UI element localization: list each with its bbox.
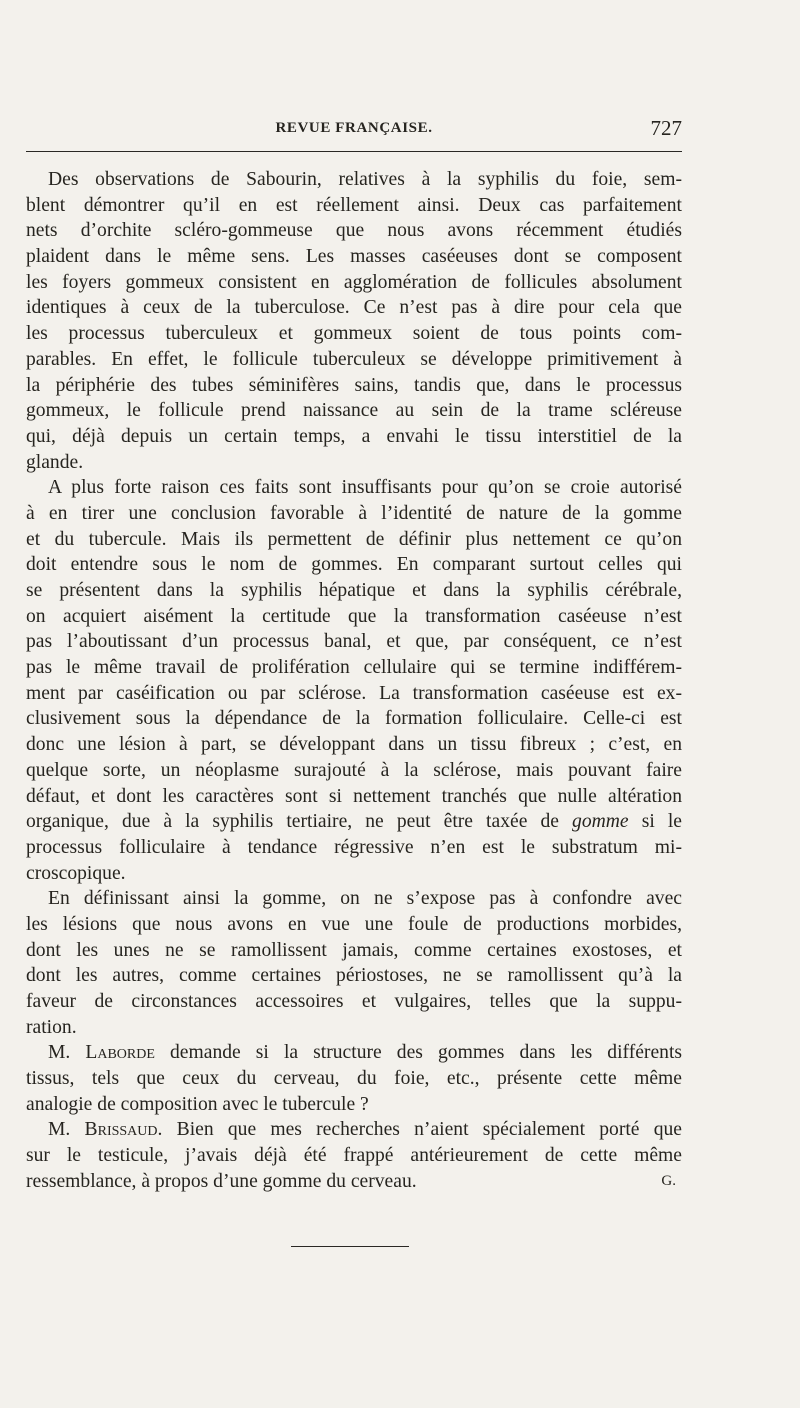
speaker-name: M. Brissaud.	[48, 1119, 163, 1141]
paragraph	[26, 886, 682, 1040]
article-body	[26, 167, 682, 1195]
text-line: faveur de circonstances accessoires et vulgaires, telles que la suppu-	[26, 991, 682, 1012]
text-line: plaident dans le même sens. Les masses caséeuses dont se composent	[26, 246, 682, 268]
text-line: ration.	[26, 1016, 77, 1038]
text-line: les processus tuberculeux et gommeux soient de tous points com-	[26, 323, 682, 345]
text-line: les foyers gommeux consistent en agglomération de follicules absolument	[26, 271, 682, 293]
italic-term: gomme	[572, 811, 629, 833]
header-rule	[26, 151, 682, 152]
text-line: blent démontrer qu’il en est réellement ainsi. Deux cas parfaitement	[26, 194, 682, 216]
text-line: En définissant ainsi la gomme, on ne s’expose pas à confondre avec	[48, 888, 682, 910]
text-line: organique, due à la syphilis tertiaire, ne peut être taxée de gomme si le	[26, 811, 682, 833]
text-line: ment par caséification ou par sclérose. La transformation caséeuse est ex-	[26, 682, 682, 704]
paragraph	[26, 1117, 682, 1194]
text-line	[26, 1169, 682, 1195]
text-line: et du tubercule. Mais ils permettent de définir plus nettement ce qu’on	[26, 528, 682, 550]
text-line: parables. En effet, le follicule tuberculeux se développe primitivement à	[26, 348, 682, 370]
text-line: gommeux, le follicule prend naissance au sein de la trame scléreuse	[26, 400, 682, 422]
text-line: défaut, et dont les caractères sont si nettement tranchés que nulle altération	[26, 785, 682, 807]
text-line: tissus, tels que ceux du cerveau, du foie, etc., présente cette même	[26, 1068, 682, 1090]
text-line: se présentent dans la syphilis hépatique et dans la syphilis cérébrale,	[26, 580, 682, 601]
speaker-name: M. Laborde	[48, 1042, 155, 1064]
text-line: donc une lésion à part, se développant dans un tissu fibreux ; c’est, en	[26, 734, 682, 756]
text-line: pas le même travail de prolifération cellulaire qui se termine indifférem-	[26, 657, 682, 679]
text-line: processus folliculaire à tendance régressive n’en est le substratum mi-	[26, 836, 682, 858]
text-line: clusivement sous la dépendance de la formation folliculaire. Celle-ci est	[26, 708, 682, 730]
author-signature: G.	[661, 1172, 676, 1189]
text-line: pas l’aboutissant d’un processus banal, et que, par conséquent, ce n’est	[26, 631, 682, 653]
text-line	[26, 1040, 682, 1066]
text-line: croscopique.	[26, 862, 126, 884]
running-head	[26, 116, 682, 142]
end-rule	[291, 1246, 409, 1247]
text-line: qui, déjà depuis un certain temps, a envahi le tissu interstitiel de la	[26, 425, 682, 447]
text-line: dont les autres, comme certaines périostoses, ne se ramollissent qu’à la	[26, 965, 682, 987]
text-span: demande si la structure des gommes dans les différents	[154, 1042, 682, 1064]
text-line: sur le testicule, j’avais déjà été frappé antérieurement de cette même	[26, 1145, 682, 1167]
text-line: à en tirer une conclusion favorable à l’identité de nature de la gomme	[26, 502, 682, 524]
text-line: Des observations de Sabourin, relatives à la syphilis du foie, sem-	[48, 169, 682, 190]
text-line: analogie de composition avec le tubercule ?	[26, 1093, 369, 1115]
paragraph	[26, 1040, 682, 1117]
text-span: Bien que mes recherches n’aient spécialement porté que	[162, 1119, 682, 1141]
text-line: on acquiert aisément la certitude que la transformation caséeuse n’est	[26, 605, 682, 627]
text-line: quelque sorte, un néoplasme surajouté à la sclérose, mais pouvant faire	[26, 759, 682, 781]
text-line: dont les unes ne se ramollissent jamais, comme certaines exostoses, et	[26, 939, 682, 961]
text-line: la périphérie des tubes séminifères sains, tandis que, dans le processus	[26, 374, 682, 396]
paragraph	[26, 475, 682, 886]
text-line: identiques à ceux de la tuberculose. Ce n’est pas à dire pour cela que	[26, 297, 682, 319]
text-line	[26, 1117, 682, 1143]
paragraph	[26, 167, 682, 475]
text-line: A plus forte raison ces faits sont insuffisants pour qu’on se croie autorisé	[48, 477, 682, 499]
journal-title: REVUE FRANÇAISE.	[275, 120, 433, 136]
text-line: glande.	[26, 451, 84, 473]
text-line: les lésions que nous avons en vue une foule de productions morbides,	[26, 913, 682, 935]
text-span: ressemblance, à propos d’une gomme du cerveau.	[26, 1170, 417, 1192]
text-line: doit entendre sous le nom de gommes. En comparant surtout celles qui	[26, 554, 682, 576]
text-line: nets d’orchite scléro-gommeuse que nous avons récemment étudiés	[26, 220, 682, 242]
page-number: 727	[650, 116, 682, 140]
